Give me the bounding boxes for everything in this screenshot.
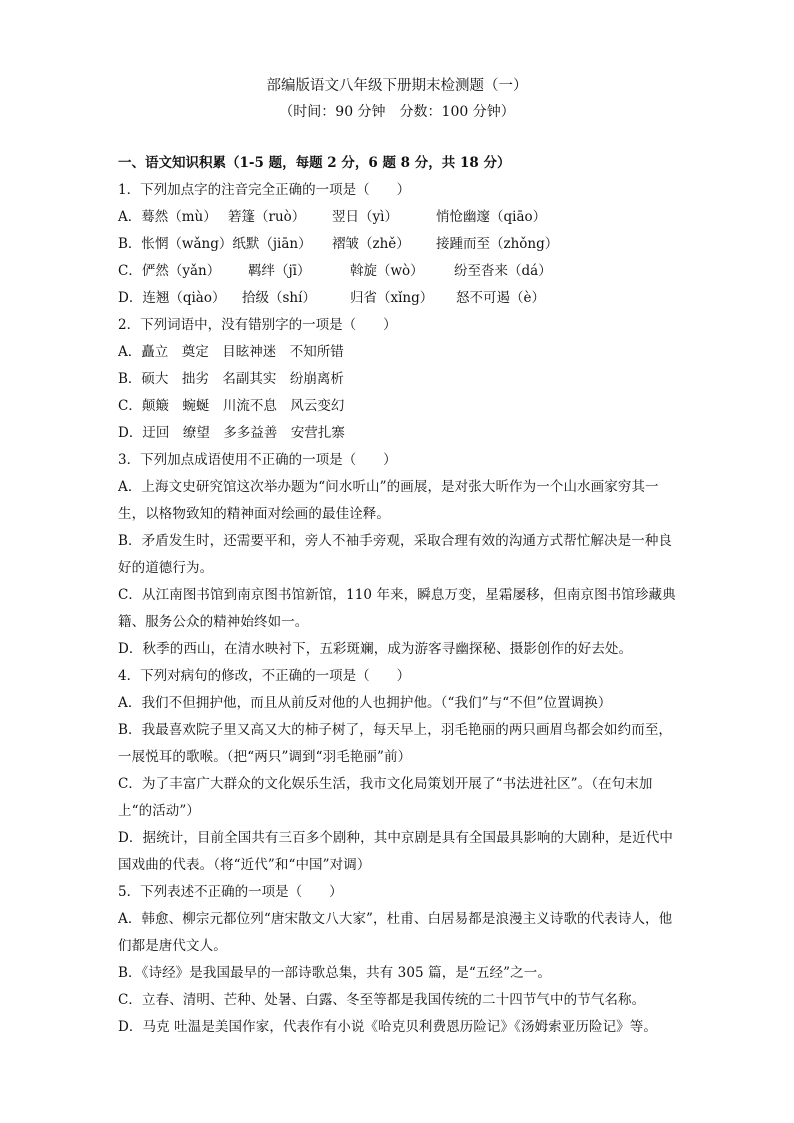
question-5: 5．下列表述不正确的一项是（ ）: [118, 884, 343, 900]
option-b: B．硕大 拙劣 名副其实 纷崩离析: [118, 371, 344, 387]
option-c: C．立春、清明、芒种、处暑、白露、冬至等都是我国传统的二十四节气中的节气名称。: [118, 992, 646, 1008]
question-3: 3．下列加点成语使用不正确的一项是（ ）: [118, 452, 397, 468]
option-b: B．矛盾发生时，还需要平和，旁人不袖手旁观，采取合理有效的沟通方式帮忙解决是一种良好的道德行为。: [118, 533, 673, 576]
option-a: A．矗立 奠定 目眩神迷 不知所错: [118, 344, 344, 360]
option-part: B．怅惘（wǎng）纸默（jiān）: [118, 236, 312, 252]
exam-content: [118, 150, 684, 1041]
section-heading: 一、语文知识积累（1-5 题，每题 2 分，6 题 8 分，共 18 分）: [118, 155, 511, 171]
option-d: D．据统计，目前全国共有三百多个剧种，其中京剧是具有全国最具影响的大剧种，是近代中国戏曲的代表。（将“近代”和“中国”对调）: [118, 830, 673, 873]
page-subtitle: （时间：90 分钟 分数：100 分钟）: [279, 104, 515, 120]
option-part: 褶皱（zhě）: [332, 236, 410, 252]
option-part: 接踵而至（zhǒng）: [436, 236, 559, 252]
question-4: 4．下列对病句的修改，不正确的一项是（ ）: [118, 668, 411, 684]
option-a: A．上海文史研究馆这次举办题为“问水听山”的画展，是对张大昕作为一个山水画家穷其一生，以格物致知的精神面对绘画的最佳诠释。: [118, 479, 659, 522]
option-part: A．蓦然（mù）: [118, 209, 217, 225]
option-d: D．秋季的西山，在清水映衬下，五彩斑斓，成为游客寻幽探秘、摄影创作的好去处。: [118, 641, 633, 657]
option-d: D．迂回 缭望 多多益善 安营扎寨: [118, 425, 345, 441]
option-part: 箬篷（ruò）: [228, 209, 306, 225]
option-part: 翌日（yì）: [332, 209, 398, 225]
option-row: [118, 258, 684, 285]
option-c: C．颠簸 蜿蜒 川流不息 风云变幻: [118, 398, 345, 414]
option-part: C．俨然（yǎn）: [118, 263, 221, 279]
option-c: C．为了丰富广大群众的文化娱乐生活，我市文化局策划开展了“书法进社区”。（在句末加上“的活动”）: [118, 776, 653, 819]
option-part: 拾级（shí）: [242, 290, 316, 306]
option-part: 归省（xǐng）: [350, 290, 434, 306]
option-part: 斡旋（wò）: [350, 263, 424, 279]
option-a: A．我们不但拥护他，而且从前反对他的人也拥护他。（“我们”与“不但”位置调换）: [118, 695, 612, 711]
question-2: 2．下列词语中，没有错别字的一项是（ ）: [118, 317, 397, 333]
option-row: [118, 231, 684, 258]
page-title: 部编版语文八年级下册期末检测题（一）: [266, 78, 528, 94]
option-part: D．连翘（qiào）: [118, 290, 226, 306]
option-b: B．《诗经》是我国最早的一部诗歌总集，共有 305 篇，是“五经”之一。: [118, 965, 551, 981]
option-a: A．韩愈、柳宗元都位列“唐宋散文八大家”，杜甫、白居易都是浪漫主义诗歌的代表诗人，他们都是唐代文人。: [118, 911, 673, 954]
question-1: 1．下列加点字的注音完全正确的一项是（ ）: [118, 182, 411, 198]
option-row: [118, 204, 684, 231]
option-d: D．马克 吐温是美国作家，代表作有小说《哈克贝利费恩历险记》《汤姆索亚历险记》等。: [118, 1019, 657, 1035]
option-part: 纷至沓来（dá）: [454, 263, 552, 279]
option-part: 悄怆幽邃（qiāo）: [436, 209, 547, 225]
option-row: [118, 285, 684, 312]
option-part: 羁绊（jī）: [248, 263, 311, 279]
option-b: B．我最喜欢院子里又高又大的柿子树了，每天早上，羽毛艳丽的两只画眉鸟都会如约而至，一展悦耳的歌喉。（把“两只”调到“羽毛艳丽”前）: [118, 722, 673, 765]
option-c: C．从江南图书馆到南京图书馆新馆，110 年来，瞬息万变，星霜屡移，但南京图书馆珍藏典籍、服务公众的精神始终如一。: [118, 587, 676, 630]
option-part: 怒不可遏（è）: [456, 290, 545, 306]
